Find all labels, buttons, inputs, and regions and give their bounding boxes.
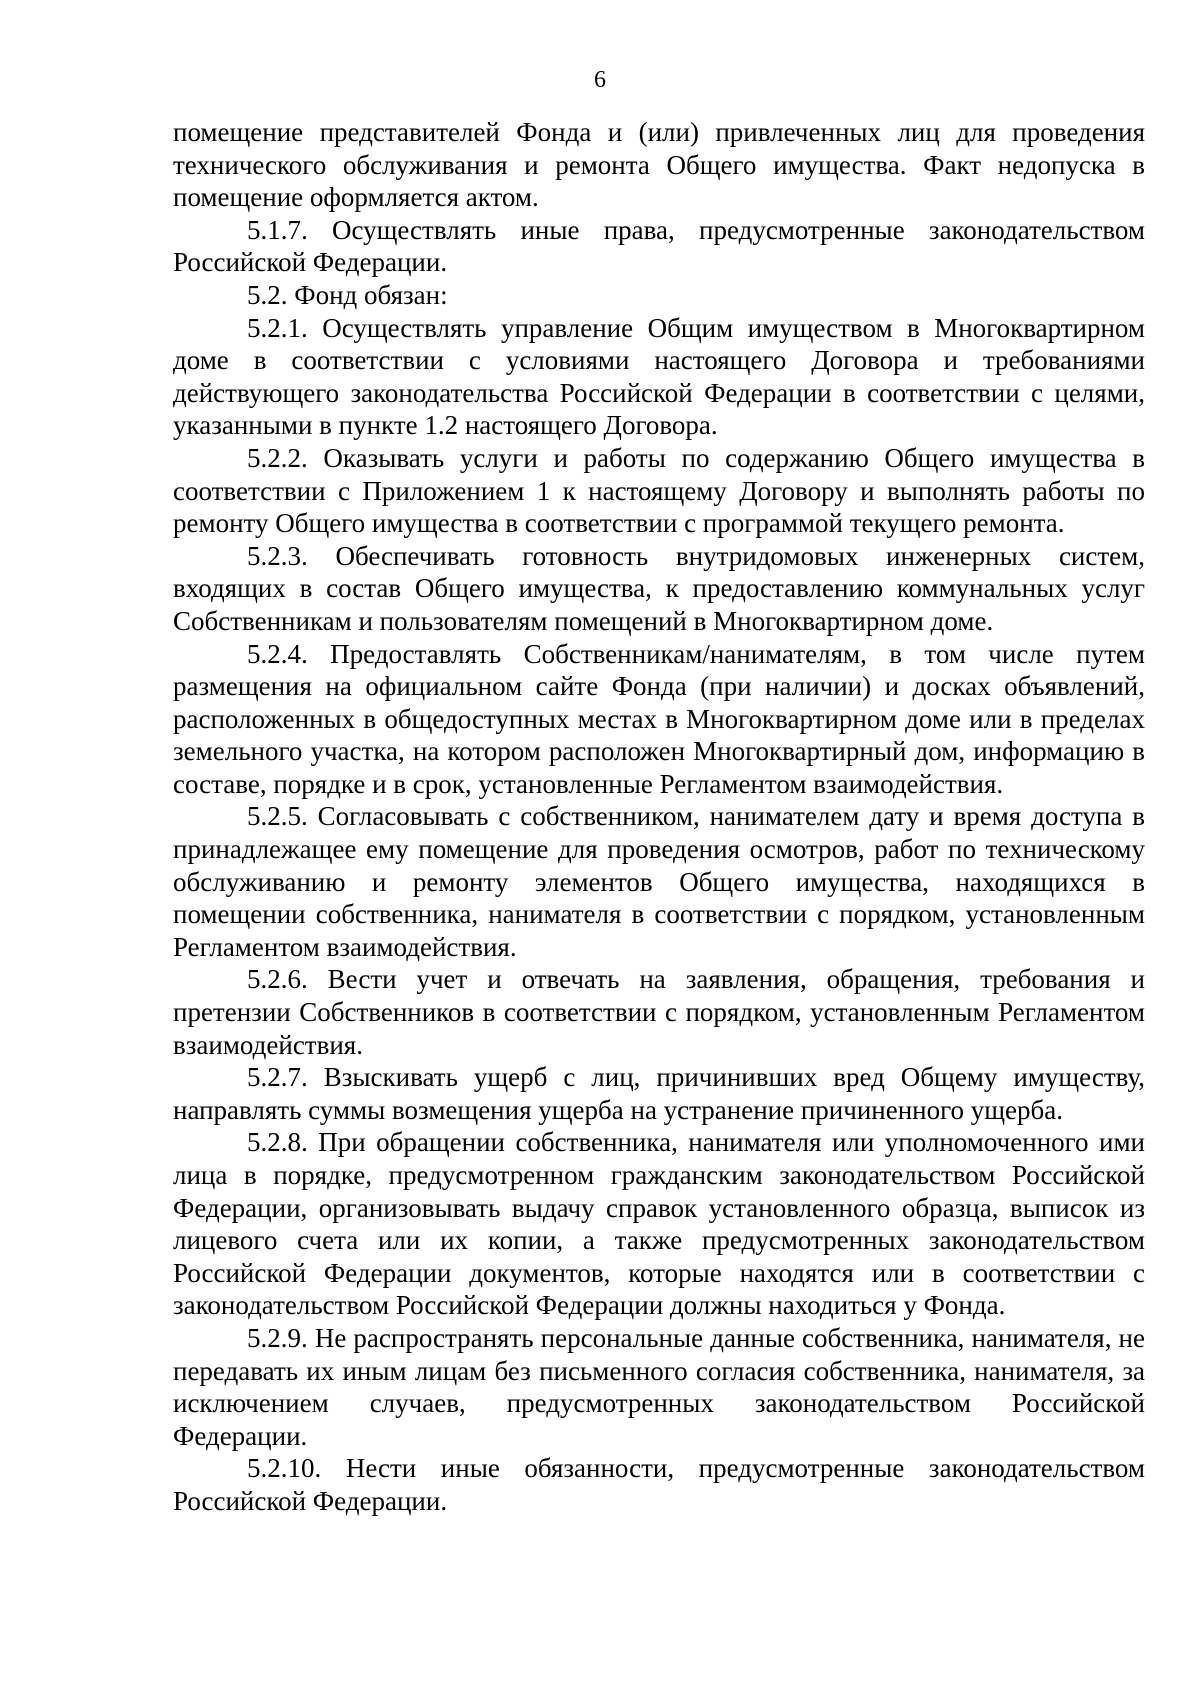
paragraph-5-2-9: 5.2.9. Не распространять персональные данные собственника, нанимателя, не передавать их иным лицам без письменного согласия собственника, нанимателя, за исключением случаев, предусмотренных законодательством Российской Федерации. — [173, 1322, 1145, 1451]
paragraph-5-2-4: 5.2.4. Предоставлять Собственникам/нанимателям, в том числе путем размещения на официальном сайте Фонда (при наличии) и досках объявлений, расположенных в общедоступных местах в Многоквартирном доме или в пределах земельного участка, на котором расположен Многоквартирный дом, информацию в составе, порядке и в срок, установленные Регламентом взаимодействия. — [173, 638, 1145, 799]
paragraph-5-2-3: 5.2.3. Обеспечивать готовность внутридомовых инженерных систем, входящих в состав Общего имущества, к предоставлению коммунальных услуг Собственникам и пользователям помещений в Многоквартирном доме. — [173, 540, 1145, 636]
page-number: 6 — [594, 67, 606, 93]
paragraph-5-2-5: 5.2.5. Согласовывать с собственником, нанимателем дату и время доступа в принадлежащее ему помещение для проведения осмотров, работ по техническому обслуживанию и ремонту элементов Общего имущества, находящихся в помещении собственника, нанимателя в соответствии с порядком, установленным Регламентом взаимодействия. — [173, 801, 1145, 962]
paragraph-5-2-10: 5.2.10. Нести иные обязанности, предусмотренные законодательством Российской Федерации. — [173, 1453, 1145, 1516]
paragraph-5-2: 5.2. Фонд обязан: — [247, 279, 448, 310]
paragraph-5-2-2: 5.2.2. Оказывать услуги и работы по содержанию Общего имущества в соответствии с Приложением 1 к настоящему Договору и выполнять работы по ремонту Общего имущества в соответствии с программой текущего ремонта. — [173, 442, 1145, 539]
paragraph-5-1-7: 5.1.7. Осуществлять иные права, предусмотренные законодательством Российской Федерации. — [173, 214, 1145, 278]
document-body — [173, 116, 1145, 1518]
paragraph-5-2-7: 5.2.7. Взыскивать ущерб с лиц, причинивших вред Общему имуществу, направлять суммы возмещения ущерба на устранение причиненного ущерба. — [173, 1062, 1145, 1125]
paragraph-5-2-8: 5.2.8. При обращении собственника, нанимателя или уполномоченного ими лица в порядке, предусмотренном гражданским законодательством Российской Федерации, организовывать выдачу справок установленного образца, выписок из лицевого счета или их копии, а также предусмотренных законодательством Российской Федерации документов, которые находятся или в соответствии с законодательством Российской Федерации должны находиться у Фонда. — [173, 1127, 1145, 1321]
paragraph-continuation: помещение представителей Фонда и (или) привлеченных лиц для проведения технического обслуживания и ремонта Общего имущества. Факт недопуска в помещение оформляется актом. — [173, 117, 1145, 213]
paragraph-5-2-1: 5.2.1. Осуществлять управление Общим имуществом в Многоквартирном доме в соответствии с условиями настоящего Договора и требованиями действующего законодательства Российской Федерации в соответствии с целями, указанными в пункте 1.2 настоящего Договора. — [173, 312, 1145, 441]
paragraph-5-2-6: 5.2.6. Вести учет и отвечать на заявления, обращения, требования и претензии Собственников в соответствии с порядком, установленным Регламентом взаимодействия. — [173, 964, 1145, 1060]
